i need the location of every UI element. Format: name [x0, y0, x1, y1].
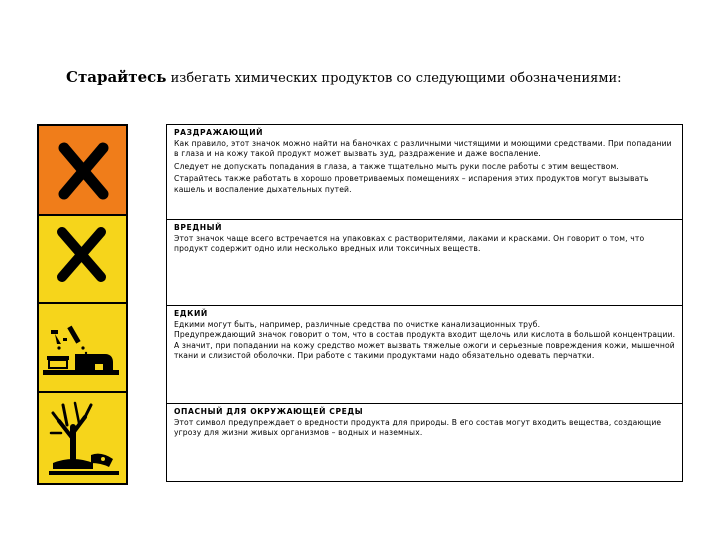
hazard-description-table: [166, 124, 683, 482]
row-heading: ВРЕДНЫЙ: [174, 223, 223, 232]
row-paragraph: Едкими могут быть, например, различные средства по очистке канализационных труб.: [174, 319, 541, 329]
row-harmful: [167, 219, 682, 305]
row-corrosive: [167, 305, 682, 403]
row-paragraph: Этот символ предупреждает о вредности продукта для природы. В его состав могут входить вещества, создающие угрозу для жизни живых организмов – водных и наземных.: [174, 417, 662, 438]
environment-icon-bg: [39, 393, 126, 483]
page-title: [66, 68, 686, 86]
row-irritant: [167, 125, 682, 219]
harmful-x-icon: [39, 216, 126, 302]
title-lead: Старайтесь: [66, 68, 167, 86]
row-paragraph: Как правило, этот значок можно найти на баночках с различными чистящими и моющими средствами. При попадании в глаза и на кожу такой продукт может вызвать зуд, раздражение и даже воспаление.: [174, 138, 672, 159]
row-heading: РАЗДРАЖАЮЩИЙ: [174, 128, 264, 137]
hazard-icon-column: [37, 124, 128, 485]
row-heading: ОПАСНЫЙ ДЛЯ ОКРУЖАЮЩЕЙ СРЕДЫ: [174, 407, 364, 416]
title-rest: избегать химических продуктов со следующими обозначениями:: [166, 71, 622, 86]
row-paragraph: Старайтесь также работать в хорошо проветриваемых помещениях – испарения этих продуктов могут вызывать кашель и воспаление дыхательных путей.: [174, 174, 649, 194]
row-heading: ЕДКИЙ: [174, 309, 208, 318]
row-paragraph: Предупреждающий значок говорит о том, что в состав продукта входит щелочь или кислота в большой концентрации. А значит, при попадании на кожу средство может вызвать тяжелые ожоги и серьезные повреждения кожи, мышечной ткани и слизистой оболочки. При работе с такими продуктами надо обязательно одевать перчатки.: [174, 330, 676, 361]
irritant-x-icon: [39, 126, 126, 214]
row-paragraph: Следует не допускать попадания в глаза, а также тщательно мыть руки после работы с этим веществом.: [174, 161, 619, 171]
row-paragraph: Этот значок чаще всего встречается на упаковках с растворителями, лаками и красками. Он говорит о том, что продукт содержит одно или несколько вредных или токсичных веществ.: [174, 233, 645, 254]
corrosive-icon: [39, 304, 126, 391]
row-environment: [167, 403, 682, 481]
environment-hazard-icon: [39, 393, 126, 483]
